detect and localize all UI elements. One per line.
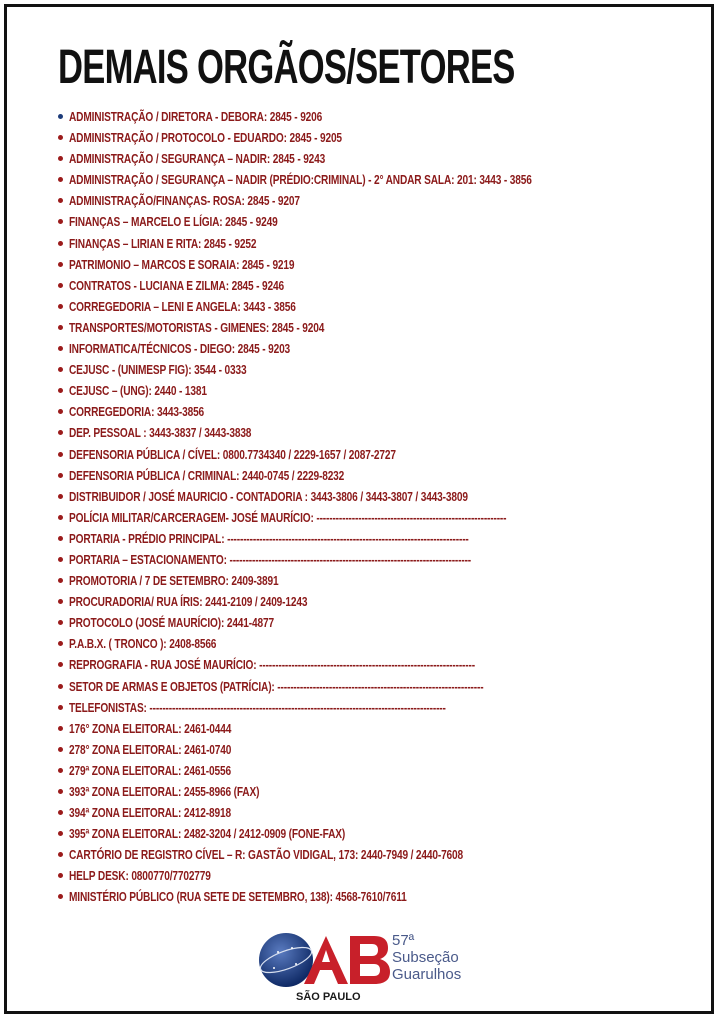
- bullet-icon: [58, 515, 63, 520]
- contact-item: [58, 844, 578, 865]
- bullet-icon: [58, 156, 63, 161]
- contact-item-text: CORREGEDORIA – LENI E ANGELA: 3443 - 3856: [69, 298, 296, 314]
- contact-item-text: 394ª ZONA ELEITORAL: 2412-8918: [69, 805, 231, 821]
- contact-item: [58, 338, 578, 359]
- bullet-icon: [58, 177, 63, 182]
- bullet-icon: [58, 409, 63, 414]
- bullet-icon: [58, 705, 63, 710]
- bullet-icon: [58, 726, 63, 731]
- bullet-icon: [58, 494, 63, 499]
- contact-item: [58, 570, 578, 591]
- contact-item-text: ADMINISTRAÇÃO/FINANÇAS- ROSA: 2845 - 9207: [69, 193, 300, 209]
- contact-item: [58, 486, 578, 507]
- bullet-icon: [58, 114, 63, 119]
- bullet-icon: [58, 662, 63, 667]
- logo-region: SÃO PAULO: [296, 991, 361, 1003]
- contact-item-text: REPROGRAFIA - RUA JOSÉ MAURÍCIO: -------------------------------------------------------------------: [69, 657, 475, 673]
- bullet-icon: [58, 747, 63, 752]
- logo-subsection-number: 57ª: [392, 932, 415, 949]
- contact-item: [58, 465, 578, 486]
- contact-item-text: SETOR DE ARMAS E OBJETOS (PATRÍCIA): ----------------------------------------------------------------: [69, 678, 484, 694]
- bullet-icon: [58, 283, 63, 288]
- contact-item-text: 278° ZONA ELEITORAL: 2461-0740: [69, 741, 232, 757]
- contact-item-text: ADMINISTRAÇÃO / PROTOCOLO - EDUARDO: 2845 - 9205: [69, 130, 342, 146]
- bullet-icon: [58, 430, 63, 435]
- bullet-icon: [58, 304, 63, 309]
- contact-item-text: 279ª ZONA ELEITORAL: 2461-0556: [69, 762, 231, 778]
- contact-item: [58, 317, 578, 338]
- bullet-icon: [58, 536, 63, 541]
- contact-item-text: PROMOTORIA / 7 DE SETEMBRO: 2409-3891: [69, 573, 279, 589]
- contact-item: [58, 718, 578, 739]
- contact-item-text: HELP DESK: 0800770/7702779: [69, 868, 211, 884]
- bullet-icon: [58, 831, 63, 836]
- bullet-icon: [58, 789, 63, 794]
- contact-item: [58, 106, 578, 127]
- contact-item-text: TRANSPORTES/MOTORISTAS - GIMENES: 2845 - 9204: [69, 319, 325, 335]
- contact-item-text: ADMINISTRAÇÃO / DIRETORA - DEBORA: 2845 - 9206: [69, 109, 323, 124]
- bullet-icon: [58, 367, 63, 372]
- contact-item: [58, 633, 578, 654]
- contact-item: [58, 169, 578, 190]
- contact-item: [58, 380, 578, 401]
- contact-item-text: DISTRIBUIDOR / JOSÉ MAURICIO - CONTADORIA : 3443-3806 / 3443-3807 / 3443-3809: [69, 488, 468, 504]
- contact-item-text: FINANÇAS – MARCELO E LÍGIA: 2845 - 9249: [69, 214, 278, 230]
- contact-item-text: CONTRATOS - LUCIANA E ZILMA: 2845 - 9246: [69, 277, 284, 293]
- contact-item-text: PROCURADORIA/ RUA ÍRIS: 2441-2109 / 2409-1243: [69, 594, 308, 610]
- contact-list: [58, 106, 578, 908]
- bullet-icon: [58, 768, 63, 773]
- bullet-icon: [58, 241, 63, 246]
- bullet-icon: [58, 452, 63, 457]
- logo-city: Guarulhos: [392, 966, 462, 983]
- bullet-icon: [58, 620, 63, 625]
- contact-item: [58, 254, 578, 275]
- contact-item-text: PORTARIA – ESTACIONAMENTO: ---------------------------------------------------------------------------: [69, 551, 472, 567]
- contact-item: [58, 760, 578, 781]
- contact-item: [58, 823, 578, 844]
- contact-item: [58, 802, 578, 823]
- contact-item: [58, 275, 578, 296]
- contact-item-text: CEJUSC – (UNG): 2440 - 1381: [69, 383, 207, 399]
- contact-item-text: FINANÇAS – LIRIAN E RITA: 2845 - 9252: [69, 235, 257, 251]
- contact-item: [58, 401, 578, 422]
- contact-item: [58, 127, 578, 148]
- contact-item-text: PATRIMONIO – MARCOS E SORAIA: 2845 - 9219: [69, 256, 295, 272]
- contact-item-text: 393ª ZONA ELEITORAL: 2455-8966 (FAX): [69, 784, 260, 799]
- bullet-icon: [58, 810, 63, 815]
- contact-item: [58, 865, 578, 886]
- bullet-icon: [58, 346, 63, 351]
- bullet-icon: [58, 578, 63, 583]
- contact-item: [58, 886, 578, 907]
- contact-item: [58, 507, 578, 528]
- contact-item: [58, 612, 578, 633]
- bullet-icon: [58, 388, 63, 393]
- contact-item-text: INFORMATICA/TÉCNICOS - DIEGO: 2845 - 9203: [69, 341, 291, 357]
- bullet-icon: [58, 852, 63, 857]
- bullet-icon: [58, 198, 63, 203]
- bullet-icon: [58, 219, 63, 224]
- contact-item-text: PORTARIA - PRÉDIO PRINCIPAL: ---------------------------------------------------------------------------: [69, 530, 469, 546]
- contact-item: [58, 549, 578, 570]
- contact-item: [58, 739, 578, 760]
- contact-item-text: 395ª ZONA ELEITORAL: 2482-3204 / 2412-0909 (FONE-FAX): [69, 826, 346, 842]
- contact-item: [58, 190, 578, 211]
- contact-item: [58, 148, 578, 169]
- contact-item-text: CEJUSC - (UNIMESP FIG): 3544 - 0333: [69, 362, 247, 378]
- contact-item: [58, 654, 578, 675]
- bullet-icon: [58, 599, 63, 604]
- contact-item-text: CARTÓRIO DE REGISTRO CÍVEL – R: GASTÃO VIDIGAL, 173: 2440-7949 / 2440-7608: [69, 847, 463, 863]
- contact-item: [58, 676, 578, 697]
- contact-item: [58, 528, 578, 549]
- contact-item-text: PROTOCOLO (JOSÉ MAURÍCIO): 2441-4877: [69, 615, 274, 631]
- contact-item-text: DEFENSORIA PÚBLICA / CRIMINAL: 2440-0745 / 2229-8232: [69, 467, 345, 483]
- contact-item-text: ADMINISTRAÇÃO / SEGURANÇA – NADIR: 2845 - 9243: [69, 151, 326, 167]
- bullet-icon: [58, 873, 63, 878]
- contact-item: [58, 233, 578, 254]
- bullet-icon: [58, 473, 63, 478]
- contact-item: [58, 296, 578, 317]
- contact-item-text: CORREGEDORIA: 3443-3856: [69, 404, 205, 420]
- contact-item: [58, 211, 578, 232]
- bullet-icon: [58, 684, 63, 689]
- contact-item: [58, 359, 578, 380]
- contact-item-text: ADMINISTRAÇÃO / SEGURANÇA – NADIR (PRÉDIO:CRIMINAL) - 2° ANDAR SALA: 201: 3443 - 3856: [69, 172, 532, 188]
- contact-item-text: POLÍCIA MILITAR/CARCERAGEM- JOSÉ MAURÍCIO: -----------------------------------------------------------: [69, 509, 507, 525]
- contact-item-text: MINISTÉRIO PÚBLICO (RUA SETE DE SETEMBRO, 138): 4568-7610/7611: [69, 889, 407, 905]
- contact-item-text: P.A.B.X. ( TRONCO ): 2408-8566: [69, 636, 217, 652]
- contact-item: [58, 591, 578, 612]
- contact-item-text: TELEFONISTAS: --------------------------------------------------------------------------------------------: [69, 699, 446, 715]
- bullet-icon: [58, 262, 63, 267]
- bullet-icon: [58, 325, 63, 330]
- contact-item: [58, 697, 578, 718]
- contact-item-text: DEP. PESSOAL : 3443-3837 / 3443-3838: [69, 425, 252, 441]
- contact-item-text: DEFENSORIA PÚBLICA / CÍVEL: 0800.7734340 / 2229-1657 / 2087-2727: [69, 446, 396, 462]
- contact-item-text: 176° ZONA ELEITORAL: 2461-0444: [69, 720, 232, 736]
- logo-subsection-label: Subseção: [392, 949, 459, 966]
- contact-item: [58, 444, 578, 465]
- bullet-icon: [58, 557, 63, 562]
- bullet-icon: [58, 135, 63, 140]
- bullet-icon: [58, 641, 63, 646]
- contact-item: [58, 422, 578, 443]
- contact-item: [58, 781, 578, 802]
- page-title: DEMAIS ORGÃOS/SETORES: [58, 41, 515, 94]
- bullet-icon: [58, 894, 63, 899]
